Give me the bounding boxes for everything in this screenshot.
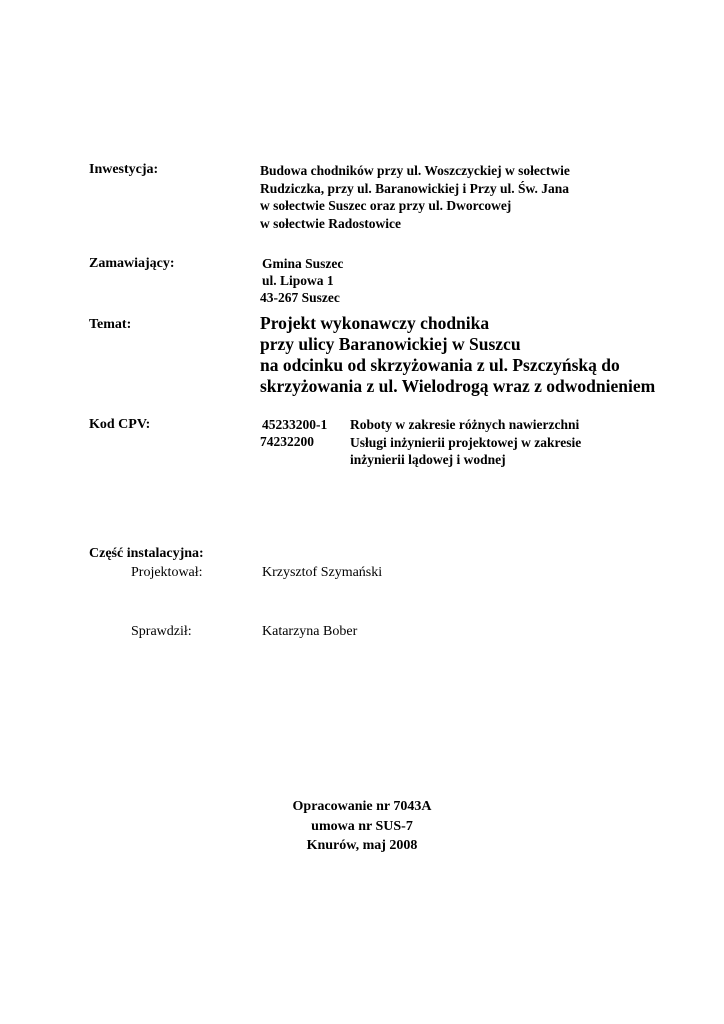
checker-label: Sprawdził: — [131, 624, 192, 639]
cpv-description-line: Roboty w zakresie różnych nawierzchni — [350, 417, 580, 432]
designer-name: Krzysztof Szymański — [262, 565, 383, 580]
cpv-description — [350, 416, 581, 469]
document-number: Opracowanie nr 7043A — [292, 799, 432, 814]
investment-description — [260, 162, 570, 232]
cpv-description-line: Usługi inżynierii projektowej w zakresie — [350, 434, 582, 450]
client-postcode: 43-267 Suszec — [260, 290, 340, 305]
client-label: Zamawiający: — [89, 256, 175, 271]
subject-title — [260, 313, 655, 397]
cpv-code: 74232200 — [260, 434, 314, 449]
investment-line: w sołectwie Radostowice — [260, 215, 401, 231]
subject-line: na odcinku od skrzyżowania z ul. Pszczyńską do — [260, 355, 620, 375]
subject-line: Projekt wykonawczy chodnika — [260, 313, 490, 333]
investment-line: Rudziczka, przy ul. Baranowickiej i Przy ul. Św. Jana — [260, 180, 570, 196]
client-name: Gmina Suszec — [262, 256, 344, 271]
section-label: Część instalacyjna: — [89, 546, 204, 561]
checker-name: Katarzyna Bober — [262, 624, 358, 639]
subject-line: przy ulicy Baranowickiej w Suszcu — [260, 334, 521, 354]
contract-number: umowa nr SUS-7 — [311, 819, 413, 834]
investment-line: Budowa chodników przy ul. Woszczyckiej w sołectwie — [260, 163, 570, 178]
investment-label: Inwestycja: — [89, 162, 159, 177]
investment-line: w sołectwie Suszec oraz przy ul. Dworcowej — [260, 198, 512, 213]
subject-label: Temat: — [89, 317, 132, 332]
client-street: ul. Lipowa 1 — [262, 273, 334, 288]
place-date: Knurów, maj 2008 — [306, 838, 418, 853]
cpv-label: Kod CPV: — [89, 417, 151, 432]
designer-label: Projektował: — [131, 565, 203, 580]
subject-line: skrzyżowania z ul. Wielodrogą wraz z odwodnieniem — [260, 376, 656, 396]
cpv-code: 45233200-1 — [262, 417, 328, 432]
cpv-description-line: inżynierii lądowej i wodnej — [350, 452, 506, 467]
